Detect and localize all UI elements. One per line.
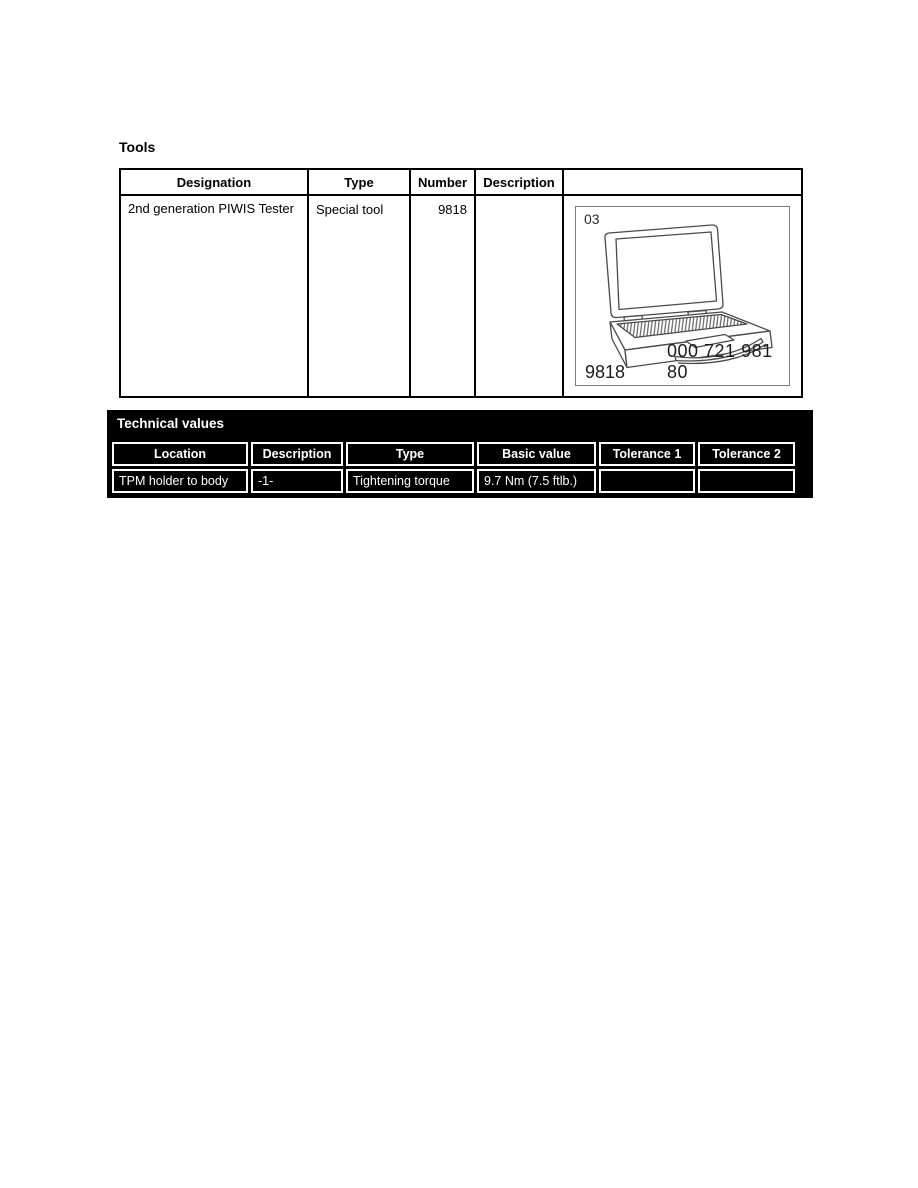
tv-header-location: Location bbox=[112, 442, 248, 466]
tv-tolerance-1 bbox=[599, 469, 695, 493]
tv-header-description: Description bbox=[251, 442, 343, 466]
tool-designation: 2nd generation PIWIS Tester bbox=[120, 195, 308, 397]
tool-type: Special tool bbox=[308, 195, 410, 397]
image-corner-label: 03 bbox=[584, 211, 600, 227]
tv-header-tolerance-1: Tolerance 1 bbox=[599, 442, 695, 466]
tool-image-cell bbox=[563, 195, 802, 397]
tools-header-number: Number bbox=[410, 169, 475, 195]
tv-description: -1- bbox=[251, 469, 343, 493]
tv-header-tolerance-2: Tolerance 2 bbox=[698, 442, 795, 466]
tv-tolerance-2 bbox=[698, 469, 795, 493]
tools-table-row bbox=[120, 195, 802, 397]
tools-header-description: Description bbox=[475, 169, 563, 195]
image-caption-part-number: 000 721 981 80 bbox=[667, 341, 773, 382]
tools-header-type: Type bbox=[308, 169, 410, 195]
tools-table-header-row bbox=[120, 169, 802, 195]
technical-values-header-row bbox=[112, 442, 795, 466]
tv-type: Tightening torque bbox=[346, 469, 474, 493]
tools-header-designation: Designation bbox=[120, 169, 308, 195]
tool-number: 9818 bbox=[410, 195, 475, 397]
tv-basic-value: 9.7 Nm (7.5 ftlb.) bbox=[477, 469, 596, 493]
technical-values-title: Technical values bbox=[117, 416, 225, 431]
tool-description bbox=[475, 195, 563, 397]
tool-image-box bbox=[575, 206, 790, 386]
tools-section-heading: Tools bbox=[119, 139, 156, 155]
technical-values-row bbox=[112, 469, 795, 493]
technical-values-table bbox=[109, 439, 798, 496]
technical-values-panel bbox=[107, 410, 813, 498]
tv-header-type: Type bbox=[346, 442, 474, 466]
tools-table bbox=[119, 168, 803, 398]
tools-header-image-column bbox=[563, 169, 802, 195]
tv-header-basic-value: Basic value bbox=[477, 442, 596, 466]
tv-location: TPM holder to body bbox=[112, 469, 248, 493]
image-caption-tool-number: 9818 bbox=[585, 362, 626, 382]
